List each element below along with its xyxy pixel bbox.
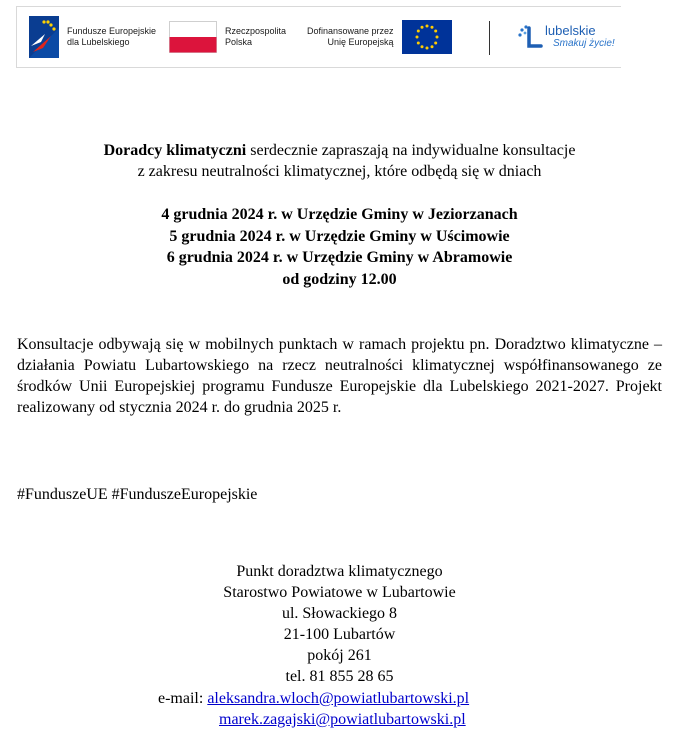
time-line: od godziny 12.00 — [282, 271, 397, 288]
fundusze-europejskie-logo — [29, 7, 156, 67]
intro-bold-lead: Doradcy klimatyczni — [103, 142, 247, 159]
email-link-1[interactable]: aleksandra.wloch@powiatlubartowski.pl — [207, 690, 470, 707]
fe-line2: dla Lubelskiego — [67, 37, 130, 47]
rp-line2: Polska — [225, 37, 253, 47]
date-line-3: 6 grudnia 2024 r. w Urzędzie Gminy w Abramowie — [166, 249, 513, 266]
email-label: e-mail: — [158, 690, 208, 707]
eu-line2: Unię Europejską — [327, 37, 394, 47]
contact-postal: 21-100 Lubartów — [283, 626, 396, 643]
fe-line1: Fundusze Europejskie — [67, 26, 157, 36]
rzeczpospolita-polska-logo — [169, 7, 286, 67]
contact-email-line-2 — [219, 710, 659, 730]
eu-line1: Dofinansowane przez — [307, 26, 394, 36]
lubelskie-name: lubelskie — [545, 23, 596, 38]
intro-line1-rest: serdecznie zapraszają na indywidualne konsultacje — [246, 142, 576, 159]
email-link-2[interactable]: marek.zagajski@powiatlubartowski.pl — [219, 711, 466, 728]
contact-line-2: Starostwo Powiatowe w Lubartowie — [223, 584, 456, 601]
eu-cofinanced-logo — [307, 7, 452, 67]
logo-separator — [489, 21, 490, 55]
hashtags: #FunduszeUE #FunduszeEuropejskie — [17, 486, 258, 503]
date-line-1: 4 grudnia 2024 r. w Urzędzie Gminy w Jeziorzanach — [161, 206, 518, 223]
lubelskie-logo — [517, 7, 615, 67]
body-paragraph: Konsultacje odbywają się w mobilnych punktach w ramach projektu pn. Doradztwo klimatyczne – działania Powiatu Lubartowskiego na rzecz neutralności klimatycznej współfinansowanego ze środków Unii Europejskiej programu Fundusze Europejskie dla Lubelskiego 2021-2027. Projekt realizowany od stycznia 2024 r. do grudnia 2025 r. — [17, 336, 662, 416]
fe-emblem-icon — [29, 16, 59, 58]
contact-line-1: Punkt doradztwa klimatycznego — [236, 563, 443, 580]
date-line-2: 5 grudnia 2024 r. w Urzędzie Gminy w Uścimowie — [169, 228, 510, 245]
rp-line1: Rzeczpospolita — [225, 26, 287, 36]
contact-email-line — [158, 689, 658, 709]
polish-flag-icon — [169, 21, 217, 53]
logo-bar — [16, 6, 621, 68]
intro-line-1 — [0, 141, 679, 161]
intro-line-2: z zakresu neutralności klimatycznej, które odbędą się w dniach — [137, 163, 542, 180]
lubelskie-slogan: Smakuj życie! — [553, 38, 615, 49]
contact-address: ul. Słowackiego 8 — [281, 605, 398, 622]
eu-flag-icon — [402, 20, 452, 54]
contact-room: pokój 261 — [307, 647, 372, 664]
lubelskie-emblem-icon — [517, 22, 543, 52]
contact-phone: tel. 81 855 28 65 — [285, 668, 394, 685]
